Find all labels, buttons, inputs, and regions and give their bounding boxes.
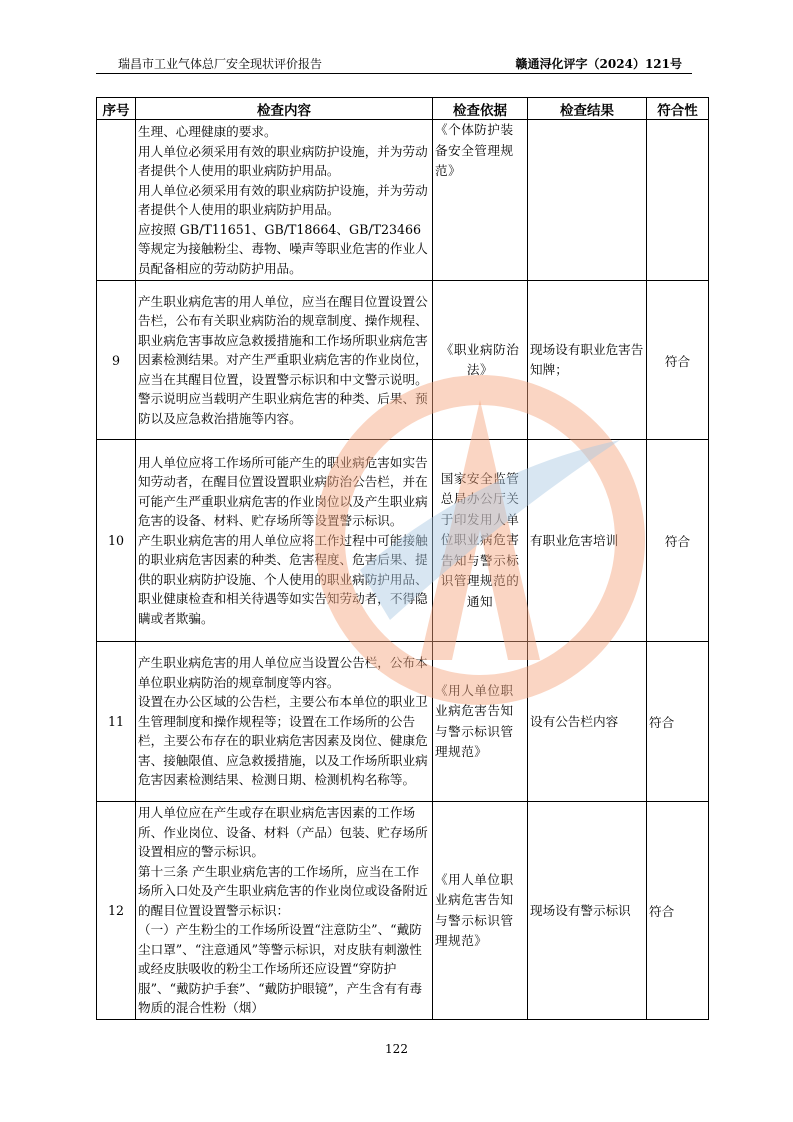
row-conformity: 符合 <box>647 802 709 1020</box>
row-seq: 10 <box>97 440 136 642</box>
content-paragraph: 用人单位应在产生或存在职业病危害因素的工作场所、作业岗位、设备、材料（产品）包装、贮存场所设置相应的警示标识。 <box>138 805 428 860</box>
content-paragraph: 设置在办公区域的公告栏，主要公布本单位的职业卫生管理制度和操作规程等；设置在工作场所的公告栏，主要公布存在的职业病危害因素及岗位、健康危害、接触限值、应急救援措施，以及工作场所职业病危害因素检测结果、检测日期、检测机构名称等。 <box>138 694 428 788</box>
row-basis: 《用人单位职业病危害告知与警示标识管理规范》 <box>433 642 528 802</box>
column-header: 检查依据 <box>433 98 528 120</box>
column-header: 符合性 <box>647 98 709 120</box>
page-header <box>96 57 692 74</box>
table-header-row <box>97 98 709 120</box>
row-seq: 9 <box>97 281 136 440</box>
row-basis: 《职业病防治法》 <box>433 281 528 440</box>
row-result: 有职业危害培训 <box>528 440 647 642</box>
row-conformity: 符合 <box>647 440 709 642</box>
row-content <box>136 281 433 440</box>
table-row <box>97 281 709 440</box>
content-paragraph: 用人单位应将工作场所可能产生的职业病危害如实告知劳动者，在醒目位置设置职业病防治公告栏，并在可能产生严重职业病危害的作业岗位以及产生职业病危害的设备、材料、贮存场所等设置警示标识。 <box>138 454 428 529</box>
content-paragraph: 产生职业病危害的用人单位应当设置公告栏，公布本单位职业病防治的规章制度等内容。 <box>138 655 428 690</box>
content-paragraph: 产生职业病危害的用人单位，应当在醒目位置设置公告栏，公布有关职业病防治的规章制度、操作规程、职业病危害事故应急救援措施和工作场所职业病危害因素检测结果。对产生严重职业病危害的作业岗位，应当在其醒目位置，设置警示标识和中文警示说明。警示说明应当载明产生职业病危害的种类、后果、预防以及应急救治措施等内容。 <box>138 293 428 426</box>
content-paragraph: 生理、心理健康的要求。 <box>138 124 277 139</box>
row-seq: 11 <box>97 642 136 802</box>
row-seq: 12 <box>97 802 136 1020</box>
table-row <box>97 802 709 1020</box>
column-header: 序号 <box>97 98 136 120</box>
content-paragraph: （一）产生粉尘的工作场所设置“注意防尘”、“戴防尘口罩”、“注意通风”等警示标识，对皮肤有刺激性或经皮肤吸收的粉尘工作场所还应设置“穿防护服”、“戴防护手套”、“戴防护眼镜”，产生含有有毒物质的混合性粉（烟） <box>138 922 423 1016</box>
table-row <box>97 642 709 802</box>
column-header: 检查结果 <box>528 98 647 120</box>
table-row <box>97 440 709 642</box>
table-row <box>97 120 709 281</box>
row-seq <box>97 120 136 281</box>
document-number: 赣通浔化评字（2024）121号 <box>515 57 682 71</box>
row-result: 设有公告栏内容 <box>528 642 647 802</box>
row-result <box>528 120 647 281</box>
row-basis: 国家安全监管总局办公厅关于印发用人单位职业病危害告知与警示标识管理规范的通知 <box>433 440 528 642</box>
report-title: 瑞昌市工业气体总厂安全现状评价报告 <box>118 57 323 71</box>
content-paragraph: 用人单位必须采用有效的职业病防护设施，并为劳动者提供个人使用的职业病防护用品。 <box>138 143 428 178</box>
row-basis: 《个体防护装备安全管理规范》 <box>433 120 528 281</box>
row-basis: 《用人单位职业病危害告知与警示标识管理规范》 <box>433 802 528 1020</box>
row-result: 现场设有职业危害告知牌； <box>528 281 647 440</box>
row-content <box>136 440 433 642</box>
row-content <box>136 120 433 281</box>
column-header: 检查内容 <box>136 98 433 120</box>
content-paragraph: 用人单位必须采用有效的职业病防护设施，并为劳动者提供个人使用的职业病防护用品。 <box>138 182 428 217</box>
content-paragraph: 产生职业病危害的用人单位应将工作过程中可能接触的职业病危害因素的种类、危害程度、危害后果、提供的职业病防护设施、个人使用的职业病防护用品、职业健康检查和相关待遇等如实告知劳动者，不得隐瞒或者欺骗。 <box>138 532 428 626</box>
content-paragraph: 应按照 GB/T11651、GB/T18664、GB/T23466 等规定为接触粉尘、毒物、噪声等职业危害的作业人员配备相应的劳动防护用品。 <box>138 221 428 276</box>
inspection-table <box>96 97 709 1020</box>
content-paragraph: 第十三条 产生职业病危害的工作场所，应当在工作场所入口处及产生职业病危害的作业岗位或设备附近的醒目位置设置警示标识： <box>138 863 428 918</box>
row-conformity: 符合 <box>647 642 709 802</box>
row-conformity <box>647 120 709 281</box>
row-result: 现场设有警示标识 <box>528 802 647 1020</box>
row-content <box>136 642 433 802</box>
row-content <box>136 802 433 1020</box>
page-number: 122 <box>385 1042 408 1056</box>
row-conformity: 符合 <box>647 281 709 440</box>
